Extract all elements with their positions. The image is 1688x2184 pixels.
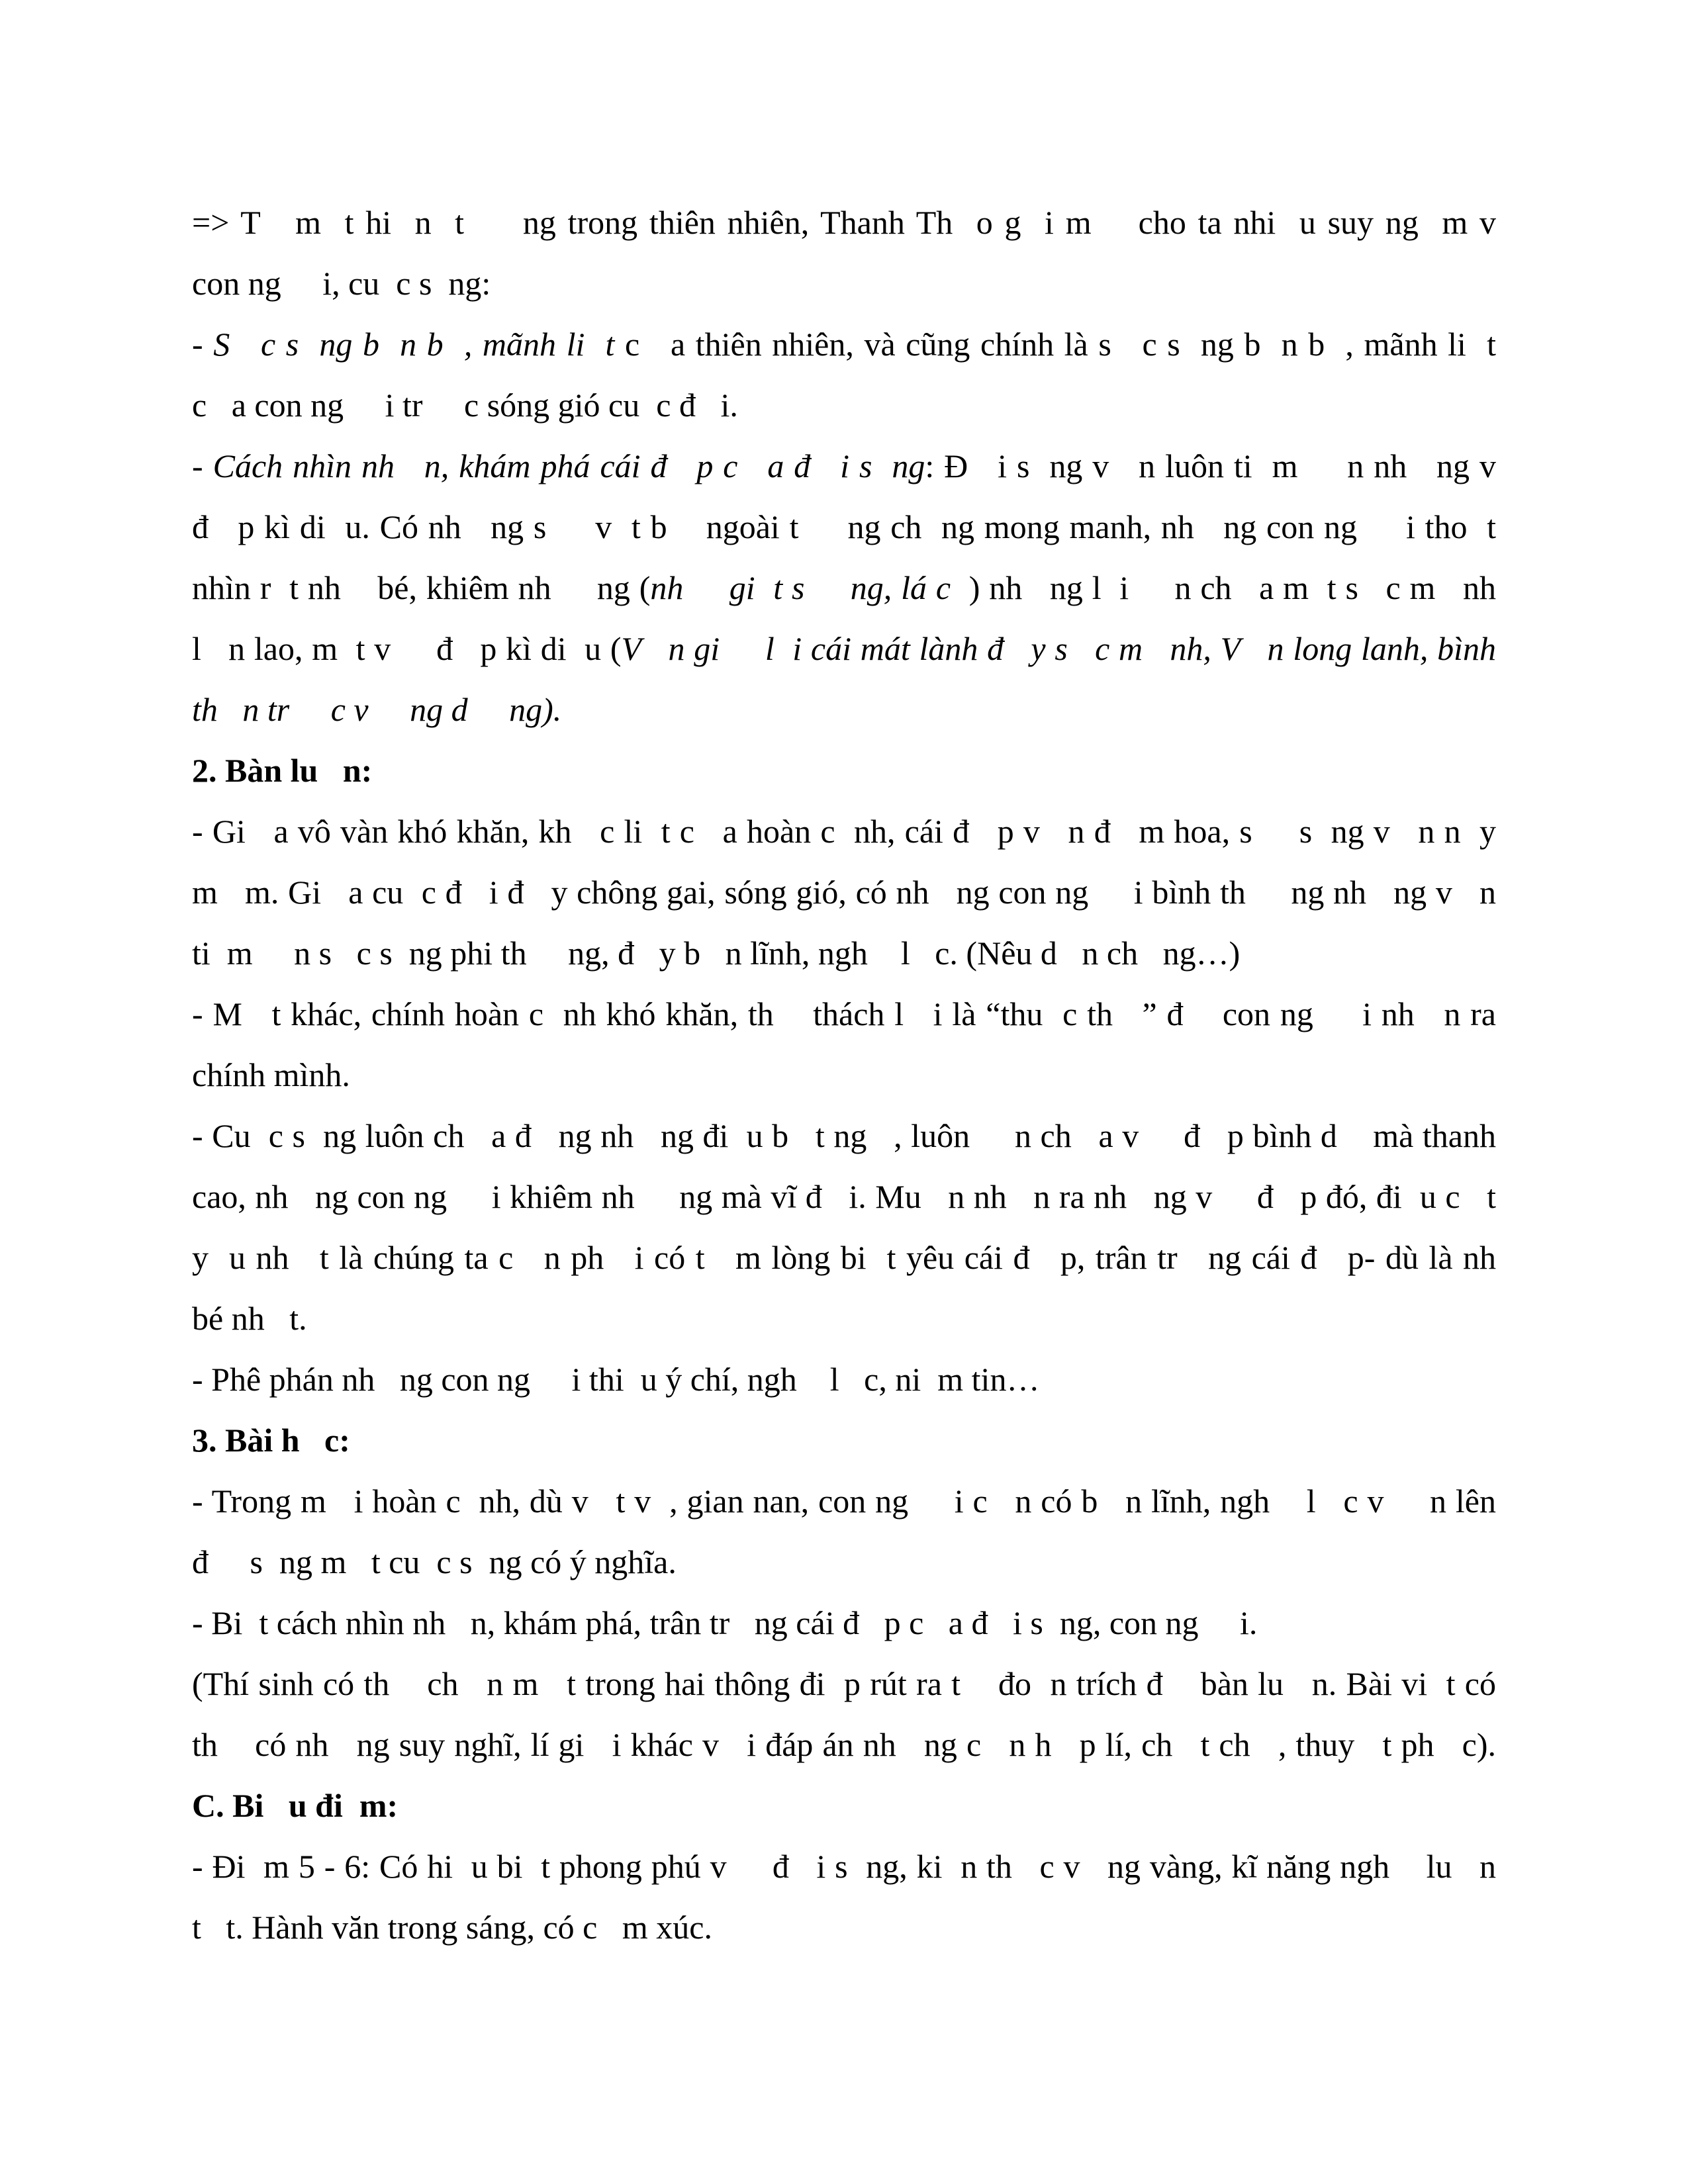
- text-line: c a con ng i tr c sóng gió cu c đ i.: [192, 387, 738, 424]
- text-line: - Đi m 5 - 6: Có hi u bi t phong phú v đ i s ng, ki n th c v ng vàng, kĩ năng ngh lu n: [192, 1848, 1496, 1885]
- section-heading: 2. Bàn lu n:: [192, 752, 373, 789]
- line-rest: : Đ i s ng v n luôn ti m n nh ng v: [925, 447, 1496, 484]
- text-line: bé nh t.: [192, 1300, 307, 1337]
- text-line: m m. Gi a cu c đ i đ y chông gai, sóng gió, có nh ng con ng i bình th ng nh ng v n: [192, 874, 1496, 911]
- line-part: nhìn r t nh bé, khiêm nh ng (: [192, 569, 651, 606]
- text-line: y u nh t là chúng ta c n ph i có t m lòng bi t yêu cái đ p, trân tr ng cái đ p- dù là nh: [192, 1239, 1496, 1276]
- line-part: ) nh ng l i n ch a m t s c m nh: [968, 569, 1496, 606]
- document-page: [192, 192, 1496, 1958]
- text-line: (Thí sinh có th ch n m t trong hai thông đi p rút ra t đo n trích đ bàn lu n. Bài vi t có: [192, 1665, 1496, 1702]
- text-line: ti m n s c s ng phi th ng, đ y b n lĩnh, ngh l c. (Nêu d n ch ng…): [192, 934, 1241, 972]
- text-line: - Phê phán nh ng con ng i thi u ý chí, ngh l c, ni m tin…: [192, 1361, 1040, 1398]
- text-line: - Trong m i hoàn c nh, dù v t v , gian nan, con ng i c n có b n lĩnh, ngh l c v n lên: [192, 1482, 1496, 1520]
- text-line: con ng i, cu c s ng:: [192, 265, 491, 302]
- section-heading: 3. Bài h c:: [192, 1422, 350, 1459]
- section-body: [192, 1471, 1496, 1775]
- section-body: [192, 1836, 1496, 1958]
- text-line: t t. Hành văn trong sáng, có c m xúc.: [192, 1909, 712, 1946]
- italic-phrase: th n tr c v ng d ng).: [192, 691, 562, 728]
- section-heading: C. Bi u đi m:: [192, 1787, 399, 1824]
- text-line: [192, 435, 1496, 496]
- text-line: đ s ng m t cu c s ng có ý nghĩa.: [192, 1543, 677, 1580]
- text-line: - Cu c s ng luôn ch a đ ng nh ng đi u b t ng , luôn n ch a v đ p bình d mà thanh: [192, 1117, 1496, 1154]
- text-line: => T m t hi n t ng trong thiên nhiên, Thanh Th o g i m cho ta nhi u suy ng m v: [192, 204, 1496, 241]
- text-line: [192, 618, 1496, 679]
- italic-phrase: Cách nhìn nh n, khám phá cái đ p c a đ i s ng: [212, 447, 925, 484]
- italic-phrase: V n gi l i cái mát lành đ y s c m nh, V n long lanh, bình: [621, 630, 1496, 667]
- line-part: l n lao, m t v đ p kì di u (: [192, 630, 622, 667]
- text-line: cao, nh ng con ng i khiêm nh ng mà vĩ đ i. Mu n nh n ra nh ng v đ p đó, đi u c t: [192, 1178, 1496, 1215]
- text-line: th có nh ng suy nghĩ, lí gi i khác v i đáp án nh ng c n h p lí, ch t ch , thuy t ph c).: [192, 1726, 1496, 1763]
- text-line: đ p kì di u. Có nh ng s v t b ngoài t ng ch ng mong manh, nh ng con ng i tho t: [192, 508, 1496, 545]
- text-line: - Bi t cách nhìn nh n, khám phá, trân tr ng cái đ p c a đ i s ng, con ng i.: [192, 1604, 1258, 1641]
- italic-phrase: S c s ng b n b , mãnh li t: [213, 326, 615, 363]
- text-line: [192, 557, 1496, 618]
- text-line: [192, 679, 1496, 740]
- text-line: - M t khác, chính hoàn c nh khó khăn, th thách l i là “thu c th ” đ con ng i nh n ra: [192, 995, 1496, 1032]
- italic-phrase: nh gi t s ng, lá c: [650, 569, 969, 606]
- line-prefix: -: [192, 447, 213, 484]
- section-body: [192, 801, 1496, 1410]
- line-prefix: -: [192, 326, 214, 363]
- text-line: chính mình.: [192, 1056, 350, 1093]
- line-rest: c a thiên nhiên, và cũng chính là s c s ng b n b , mãnh li t: [614, 326, 1496, 363]
- text-line: - Gi a vô vàn khó khăn, kh c li t c a hoàn c nh, cái đ p v n đ m hoa, s s ng v n n y: [192, 813, 1496, 850]
- text-line: [192, 314, 1496, 375]
